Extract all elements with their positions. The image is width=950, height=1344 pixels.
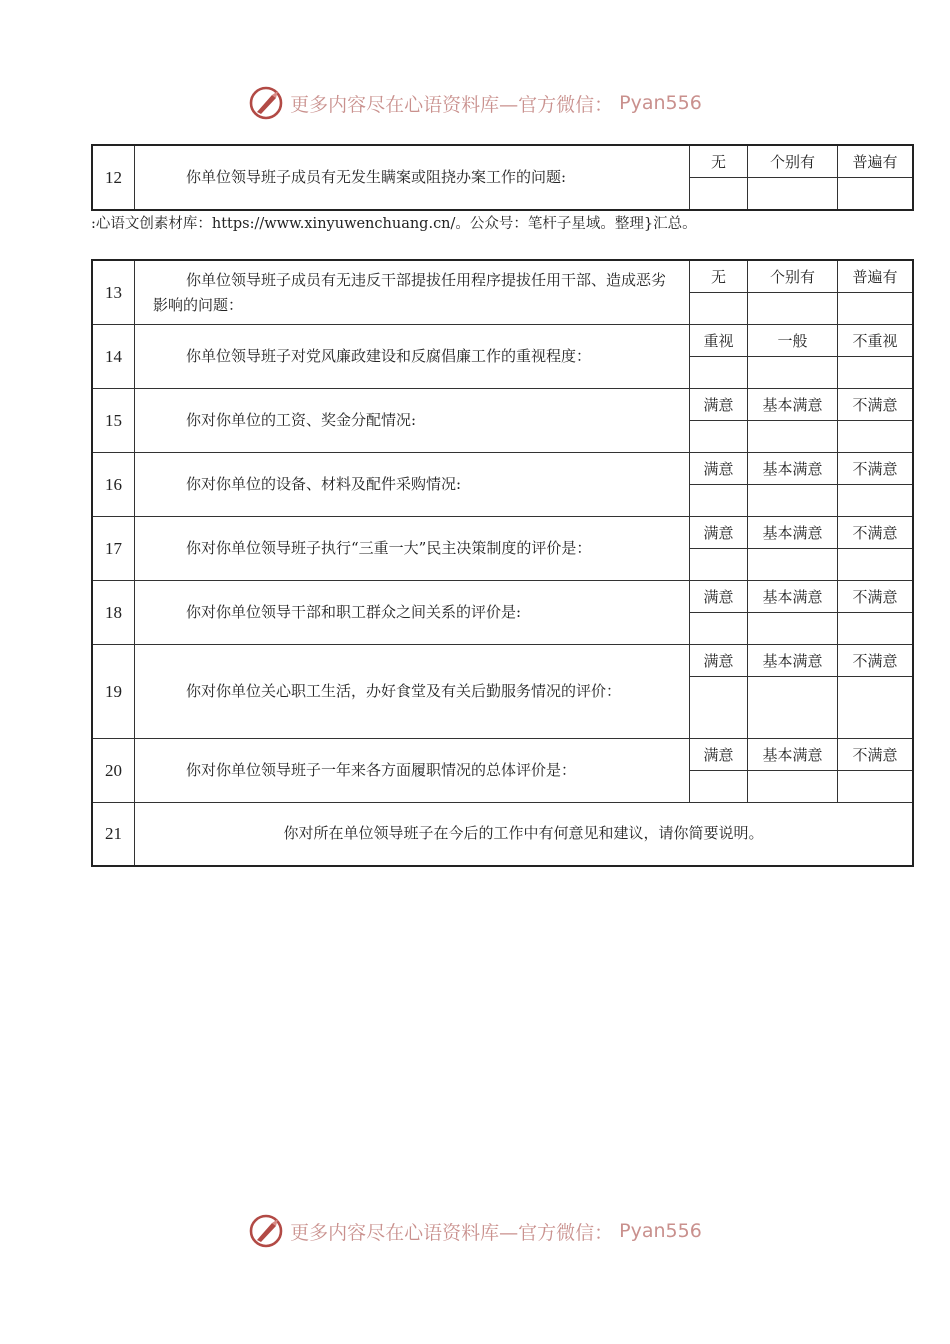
answer-cell[interactable] [748,178,838,211]
option-label: 无 [690,260,748,293]
question-number: 13 [92,260,135,325]
answer-cell[interactable] [690,293,748,325]
answer-cell[interactable] [690,485,748,517]
question-text: 你对你单位关心职工生活，办好食堂及有关后勤服务情况的评价： [135,645,690,739]
option-label: 普遍有 [838,145,914,178]
answer-cell[interactable] [748,677,838,739]
answer-cell[interactable] [690,613,748,645]
answer-cell[interactable] [838,677,914,739]
question-number: 20 [92,739,135,803]
option-label: 基本满意 [748,517,838,549]
question-number: 15 [92,389,135,453]
answer-cell[interactable] [838,613,914,645]
survey-table-2 [91,259,914,867]
answer-cell[interactable] [690,771,748,803]
answer-cell[interactable] [748,771,838,803]
question-row [92,645,913,677]
question-text: 你单位领导班子对党风廉政建设和反腐倡廉工作的重视程度： [135,325,690,389]
answer-cell[interactable] [690,178,748,211]
option-label: 基本满意 [748,581,838,613]
option-label: 满意 [690,581,748,613]
question-number: 14 [92,325,135,389]
pen-logo-icon [248,85,284,121]
brand-wechat-id: Pyan556 [619,92,702,114]
brand-wechat-id: Pyan556 [619,1220,702,1242]
question-row [92,325,913,357]
question-text: 你对你单位的设备、材料及配件采购情况: [135,453,690,517]
question-row [92,453,913,485]
question-number: 16 [92,453,135,517]
option-label: 不满意 [838,645,914,677]
answer-cell[interactable] [748,613,838,645]
question-row [92,517,913,549]
pen-logo-icon [248,1213,284,1249]
question-row [92,803,913,866]
question-number: 12 [92,145,135,210]
question-text: 你对你单位领导班子执行“三重一大”民主决策制度的评价是： [135,517,690,581]
option-label: 不重视 [838,325,914,357]
answer-cell[interactable] [838,485,914,517]
answer-cell[interactable] [690,357,748,389]
question-text: 你对你单位领导班子一年来各方面履职情况的总体评价是： [135,739,690,803]
option-label: 普遍有 [838,260,914,293]
answer-cell[interactable] [690,421,748,453]
option-label: 个别有 [748,260,838,293]
answer-cell[interactable] [748,485,838,517]
question-row [92,260,913,293]
option-label: 满意 [690,739,748,771]
option-label: 基本满意 [748,645,838,677]
survey-table-1 [91,144,914,211]
question-number: 17 [92,517,135,581]
source-note: :心语文创素材库：https://www.xinyuwenchuang.cn/。公众号：笔杆子星域。整理}汇总。 [91,216,697,232]
option-label: 重视 [690,325,748,357]
option-label: 基本满意 [748,389,838,421]
question-text: 你对所在单位领导班子在今后的工作中有何意见和建议，请你简要说明。 [135,803,914,866]
question-row [92,581,913,613]
option-label: 满意 [690,645,748,677]
question-row [92,739,913,771]
question-text: 你对你单位的工资、奖金分配情况: [135,389,690,453]
answer-cell[interactable] [690,549,748,581]
answer-cell[interactable] [838,357,914,389]
option-label: 不满意 [838,517,914,549]
answer-cell[interactable] [748,357,838,389]
option-label: 满意 [690,389,748,421]
question-text: 你对你单位领导干部和职工群众之间关系的评价是: [135,581,690,645]
answer-cell[interactable] [838,421,914,453]
answer-cell[interactable] [690,677,748,739]
option-label: 个别有 [748,145,838,178]
question-row [92,145,913,178]
option-label: 满意 [690,453,748,485]
option-label: 基本满意 [748,453,838,485]
answer-cell[interactable] [838,293,914,325]
question-number: 18 [92,581,135,645]
answer-cell[interactable] [838,549,914,581]
question-text: 你单位领导班子成员有无违反干部提拔任用程序提拔任用干部、造成恶劣影响的问题： [135,260,690,325]
question-text: 你单位领导班子成员有无发生瞒案或阻挠办案工作的问题: [135,145,690,210]
header-watermark [0,83,950,123]
option-label: 不满意 [838,739,914,771]
option-label: 不满意 [838,389,914,421]
answer-cell[interactable] [748,293,838,325]
option-label: 一般 [748,325,838,357]
option-label: 不满意 [838,453,914,485]
brand-text: 更多内容尽在心语资料库—官方微信： [290,1221,614,1244]
option-label: 不满意 [838,581,914,613]
question-number: 21 [92,803,135,866]
answer-cell[interactable] [838,178,914,211]
question-number: 19 [92,645,135,739]
option-label: 基本满意 [748,739,838,771]
question-row [92,389,913,421]
answer-cell[interactable] [748,549,838,581]
option-label: 满意 [690,517,748,549]
brand-text: 更多内容尽在心语资料库—官方微信： [290,93,614,116]
option-label: 无 [690,145,748,178]
answer-cell[interactable] [748,421,838,453]
footer-watermark [0,1211,950,1251]
answer-cell[interactable] [838,771,914,803]
